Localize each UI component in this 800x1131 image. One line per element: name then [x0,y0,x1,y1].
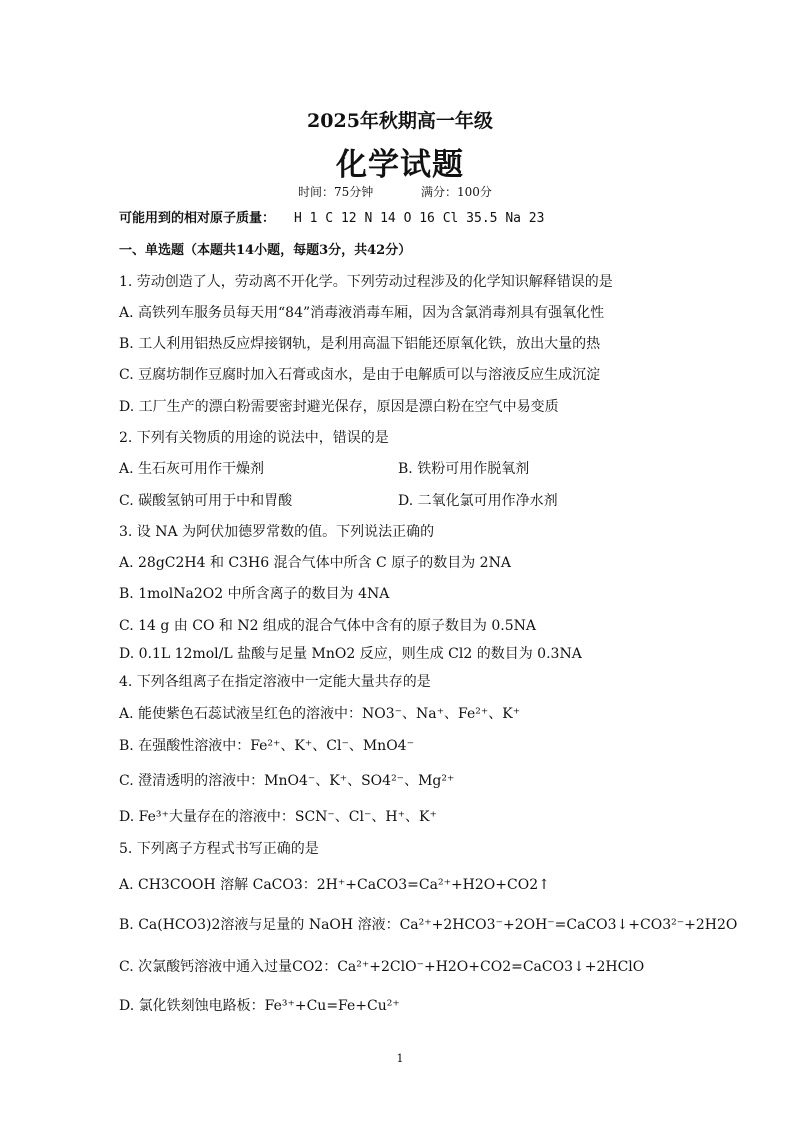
question-2-option-c: C. 碳酸氢钠可用于中和胃酸 [119,493,293,509]
question-1-stem: 1. 劳动创造了人，劳动离不开化学。下列劳动过程涉及的化学知识解释错误的是 [119,274,613,290]
question-1-option-a: A. 高铁列车服务员每天用“84”消毒液消毒车厢，因为含氯消毒剂具有强氧化性 [119,305,605,321]
question-2-option-b: B. 铁粉可用作脱氧剂 [398,461,530,477]
question-3-option-d: D. 0.1L 12mol/L 盐酸与足量 MnO2 反应，则生成 Cl2 的数目为 0.3NA [119,646,582,662]
question-1-option-c: C. 豆腐坊制作豆腐时加入石膏或卤水，是由于电解质可以与溶液反应生成沉淀 [119,367,601,383]
question-3-option-a: A. 28gC2H4 和 C3H6 混合气体中所含 C 原子的数目为 2NA [119,555,511,571]
atomic-masses-label: 可能用到的相对原子质量： [119,211,276,226]
exam-title: 2025年秋期高一年级 [307,110,493,132]
question-3-option-b: B. 1molNa2O2 中所含离子的数目为 4NA [119,586,390,602]
question-5-option-b: B. Ca(HCO3)2溶液与足量的 NaOH 溶液：Ca²⁺+2HCO3⁻+2OH⁻=CaCO3↓+CO3²⁻+2H2O [119,917,738,933]
question-1-option-d: D. 工厂生产的漂白粉需要密封避光保存，原因是漂白粉在空气中易变质 [119,399,559,415]
question-3-option-c: C. 14 g 由 CO 和 N2 组成的混合气体中含有的原子数目为 0.5NA [119,618,537,634]
question-1-option-b: B. 工人利用铝热反应焊接钢轨，是利用高温下铝能还原氧化铁，放出大量的热 [119,336,601,352]
question-2-option-a: A. 生石灰可用作干燥剂 [119,461,265,477]
section-heading: 一、单选题（本题共14小题，每题3分，共42分） [119,243,412,258]
question-2-option-d: D. 二氧化氯可用作净水剂 [398,493,558,509]
question-2-stem: 2. 下列有关物质的用途的说法中，错误的是 [119,430,389,446]
question-4-option-d: D. Fe³⁺大量存在的溶液中：SCN⁻、Cl⁻、H⁺、K⁺ [119,809,437,825]
question-5-option-d: D. 氯化铁刻蚀电路板：Fe³⁺+Cu=Fe+Cu²⁺ [119,998,400,1014]
atomic-masses: H 1 C 12 N 14 O 16 Cl 35.5 Na 23 [294,211,545,226]
question-4-option-c: C. 澄清透明的溶液中：MnO4⁻、K⁺、SO4²⁻、Mg²⁺ [119,773,455,789]
exam-time: 时间：75分钟 [298,185,374,199]
exam-score: 满分：100分 [421,185,492,199]
question-4-stem: 4. 下列各组离子在指定溶液中一定能大量共存的是 [119,674,431,690]
exam-subject: 化学试题 [336,147,464,183]
question-5-option-a: A. CH3COOH 溶解 CaCO3：2H⁺+CaCO3=Ca²⁺+H2O+CO2↑ [119,877,550,893]
question-4-option-b: B. 在强酸性溶液中：Fe²⁺、K⁺、Cl⁻、MnO4⁻ [119,738,414,754]
page-number: 1 [396,1052,404,1065]
question-3-stem: 3. 设 NA 为阿伏加德罗常数的值。下列说法正确的 [119,524,435,540]
question-5-stem: 5. 下列离子方程式书写正确的是 [119,841,319,857]
question-4-option-a: A. 能使紫色石蕊试液呈红色的溶液中：NO3⁻、Na⁺、Fe²⁺、K⁺ [119,706,521,722]
question-5-option-c: C. 次氯酸钙溶液中通入过量CO2：Ca²⁺+2ClO⁻+H2O+CO2=CaCO3↓+2HClO [119,959,645,975]
